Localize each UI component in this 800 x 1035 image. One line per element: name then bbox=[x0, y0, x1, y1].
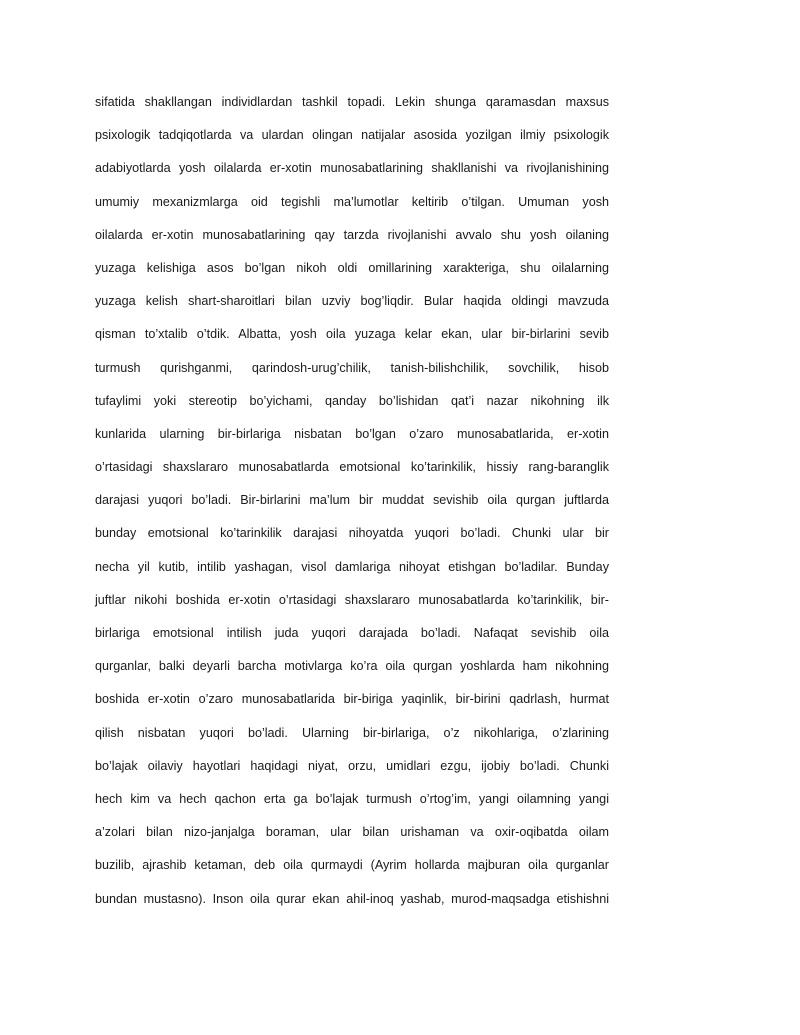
text-line: oilalarda er-xotin munosabatlarining qay tarzda rivojlanishi avvalo shu yosh oilaning bbox=[95, 227, 609, 242]
text-line: adabiyotlarda yosh oilalarda er-xotin munosabatlarining shakllanishi va rivojlanishining bbox=[95, 161, 609, 176]
text-line: yuzaga kelishiga asos bo’lgan nikoh oldi omillarining xarakteriga, shu oilalarning bbox=[95, 260, 609, 275]
text-line: kunlarida ularning bir-birlariga nisbatan bo’lgan o’zaro munosabatlarida, er-xotin bbox=[95, 426, 609, 441]
text-line: buzilib, ajrashib ketaman, deb oila qurmaydi (Ayrim hollarda majburan oila qurganlar bbox=[95, 858, 609, 873]
text-line: a’zolari bilan nizo-janjalga boraman, ular bilan urishaman va oxir-oqibatda oilam bbox=[95, 825, 609, 840]
text-line: bo’lajak oilaviy hayotlari haqidagi niyat, orzu, umidlari ezgu, ijobiy bo’ladi. Chunki bbox=[95, 758, 609, 773]
text-line: umumiy mexanizmlarga oid tegishli ma’lumotlar keltirib o’tilgan. Umuman yosh bbox=[95, 194, 609, 209]
text-line: turmush qurishganmi, qarindosh-urug’chilik, tanish-bilishchilik, sovchilik, hisob bbox=[95, 360, 609, 375]
text-line: boshida er-xotin o’zaro munosabatlarida bir-biriga yaqinlik, bir-birini qadrlash, hurmat bbox=[95, 692, 609, 707]
text-line: juftlar nikohi boshida er-xotin o’rtasidagi shaxslararo munosabatlarda ko’tarinkilik, bir- bbox=[95, 592, 609, 607]
text-line: hech kim va hech qachon erta ga bo’lajak turmush o’rtog’im, yangi oilamning yangi bbox=[95, 791, 609, 806]
text-line: sifatida shakllangan individlardan tashkil topadi. Lekin shunga qaramasdan maxsus bbox=[95, 95, 609, 109]
text-line: bunday emotsional ko’tarinkilik darajasi nihoyatda yuqori bo’ladi. Chunki ular bir bbox=[95, 526, 609, 541]
text-line: yuzaga kelish shart-sharoitlari bilan uzviy bog’liqdir. Bular haqida oldingi mavzuda bbox=[95, 294, 609, 309]
text-line: qurganlar, balki deyarli barcha motivlarga ko’ra oila qurgan yoshlarda ham nikohning bbox=[95, 659, 609, 674]
text-line: birlariga emotsional intilish juda yuqori darajada bo’ladi. Nafaqat sevishib oila bbox=[95, 626, 609, 640]
text-line: necha yil kutib, intilib yashagan, visol damlariga nihoyat etishgan bo’ladilar. Bunday bbox=[95, 559, 609, 574]
text-line: psixologik tadqiqotlarda va ulardan olingan natijalar asosida yozilgan ilmiy psixologik bbox=[95, 128, 609, 143]
text-line: qilish nisbatan yuqori bo’ladi. Ularning bir-birlariga, o’z nikohlariga, o’zlarining bbox=[95, 725, 609, 740]
text-line: tufaylimi yoki stereotip bo’yichami, qanday bo’lishidan qat’i nazar nikohning ilk bbox=[95, 393, 609, 408]
text-line: qisman to’xtalib o’tdik. Albatta, yosh oila yuzaga kelar ekan, ular bir-birlarini sevib bbox=[95, 327, 609, 342]
text-line: bundan mustasno). Inson oila qurar ekan ahil-inoq yashab, murod-maqsadga etishishni bbox=[95, 891, 609, 906]
text-line: o’rtasidagi shaxslararo munosabatlarda emotsional ko’tarinkilik, hissiy rang-baranglik bbox=[95, 460, 609, 475]
text-line: darajasi yuqori bo’ladi. Bir-birlarini ma’lum bir muddat sevishib oila qurgan juftlarda bbox=[95, 493, 609, 508]
paragraph-text bbox=[95, 92, 609, 922]
